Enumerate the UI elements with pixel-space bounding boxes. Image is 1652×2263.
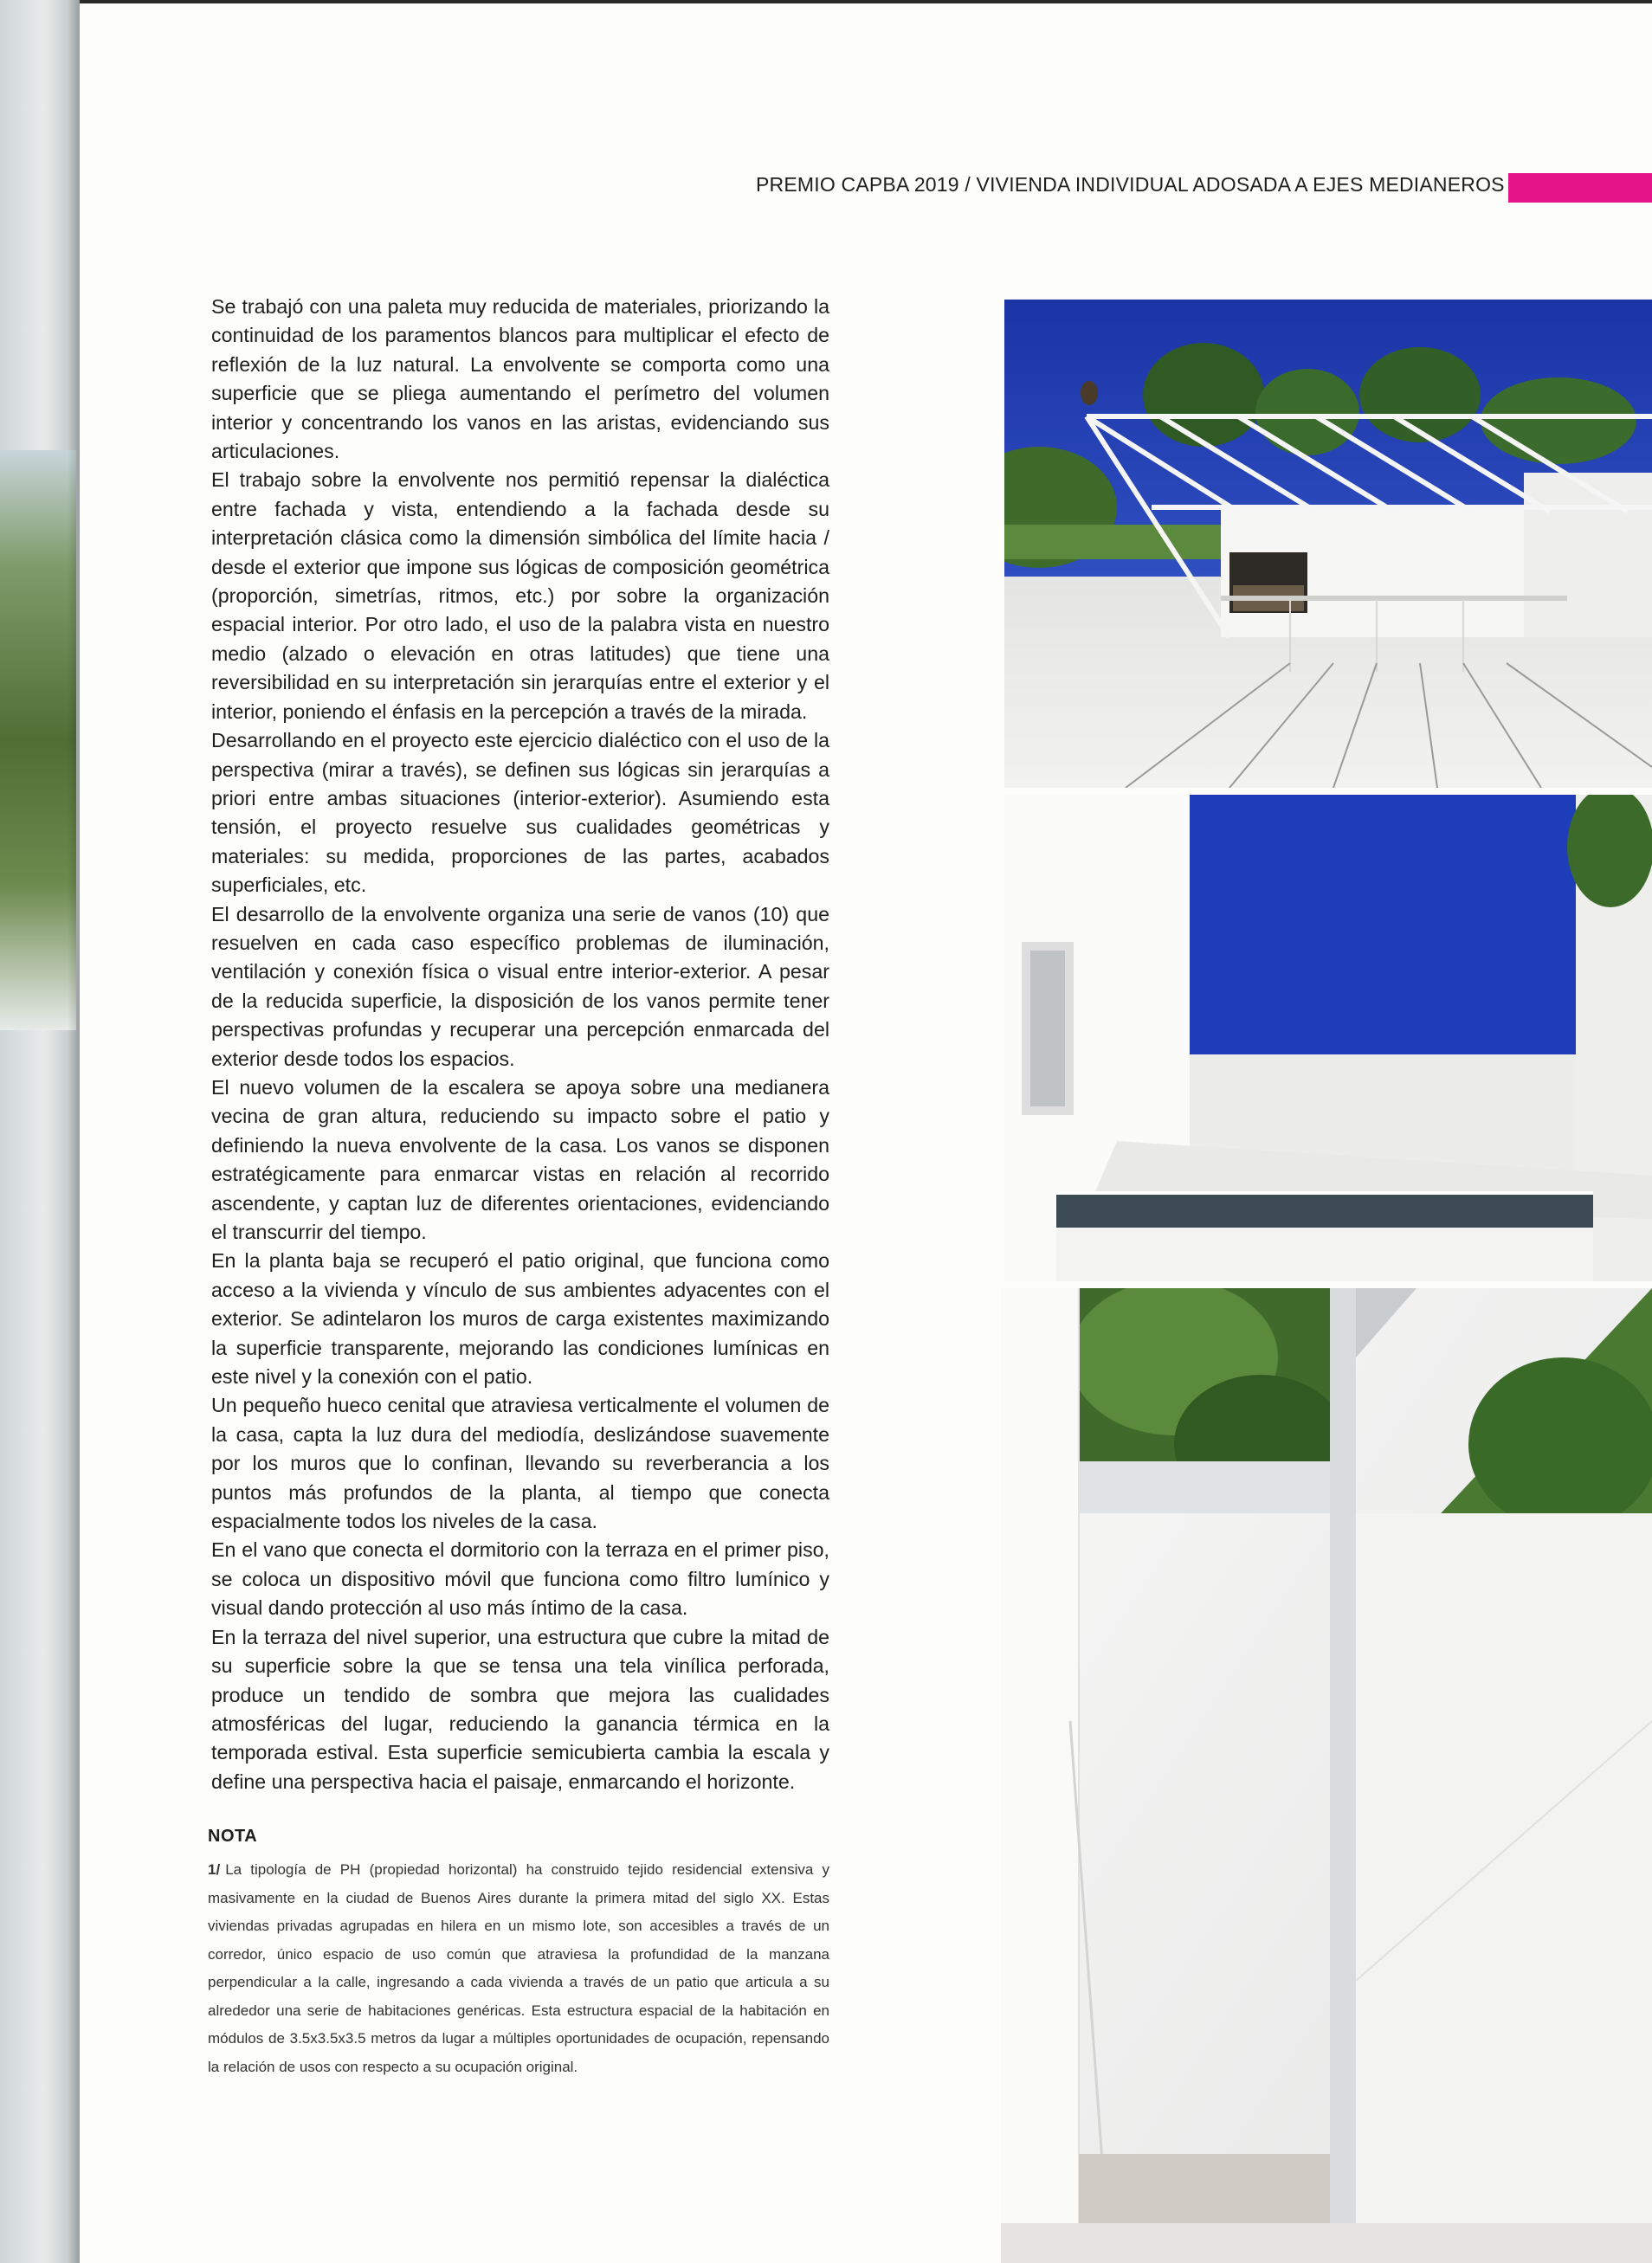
paragraph: En la terraza del nivel superior, una estructura que cubre la mitad de su superficie sobre la que se tensa una tela vinílica perforada, produce un tendido de sombra que mejora las cualidades atmosféricas del lugar, reduciendo la ganancia térmica en la temporada estival. Esta superficie semicubierta cambia la escala y define una perspectiva hacia el paisaje, enmarcando el horizonte. — [211, 1625, 829, 1793]
facing-page-photo-fragment — [0, 450, 76, 1030]
photo-stairwell-window — [1001, 1288, 1652, 2263]
photo-stair-volume — [1004, 795, 1652, 1281]
note-heading: NOTA — [208, 1827, 258, 1846]
paragraph: En la planta baja se recuperó el patio original, que funciona como acceso a la vivienda y vínculo de sus ambientes adyacentes con el exterior. Se adintelaron los muros de carga existentes maximizando la superficie transparente, mejorando las condiciones lumínicas en este nivel y la conexión con el patio. — [211, 1249, 829, 1389]
photo-rooftop-terrace — [1004, 300, 1652, 788]
paragraph: El trabajo sobre la envolvente nos permitió repensar la dialéctica entre fachada y vista, entendiendo a la fachada desde su interpretación clásica como la dimensión simbólica del límite hacia / desde el exterior que impone sus lógicas de composición geométrica (proporción, simetrías, ritmos, etc.) por sobre la organización espacial interior. Por otro lado, el uso de la palabra vista en nuestro medio (alzado o elevación en otras latitudes) que tiene una reversibilidad en su interpretación sin jerarquías entre el exterior y el interior, poniendo el énfasis en la percepción a través de la mirada. — [211, 468, 829, 723]
page-gutter-shadow — [68, 0, 80, 2263]
footnote-number: 1/ — [208, 1861, 221, 1878]
article-body — [211, 293, 829, 1796]
paragraph: En el vano que conecta el dormitorio con la terraza en el primer piso, se coloca un dispositivo móvil que funciona como filtro lumínico y visual dando protección al uso más íntimo de la casa. — [211, 1538, 829, 1620]
paragraph: Un pequeño hueco cenital que atraviesa verticalmente el volumen de la casa, capta la luz dura del mediodía, deslizándose suavemente por los muros que lo confinan, llevando su reverberancia a los puntos más profundos de la planta, al tiempo que conecta espacialmente todos los niveles de la casa. — [211, 1394, 829, 1533]
footnote — [208, 1856, 829, 2081]
paragraph: Desarrollando en el proyecto este ejercicio dialéctico con el uso de la perspectiva (mirar a través), se definen sus lógicas sin jerarquías a priori entre ambas situaciones (interior-exterior). Asumiendo esta tensión, el proyecto resuelve sus cualidades geométricas y materiales: su medida, proporciones de las partes, acabados superficiales, etc. — [211, 729, 829, 897]
section-color-bar — [1508, 173, 1652, 203]
running-head: PREMIO CAPBA 2019 / VIVIENDA INDIVIDUAL ADOSADA A EJES MEDIANEROS — [756, 173, 1505, 196]
facing-page-edge — [0, 0, 80, 2263]
paragraph: El nuevo volumen de la escalera se apoya sobre una medianera vecina de gran altura, reduciendo su impacto sobre el patio y definiendo la nueva envolvente de la casa. Los vanos se disponen estratégicamente para enmarcar vistas en relación al recorrido ascendente, y captan luz de diferentes orientaciones, evidenciando el transcurrir del tiempo. — [211, 1075, 829, 1243]
page-top-border — [80, 0, 1652, 3]
footnote-text: La tipología de PH (propiedad horizontal) ha construido tejido residencial extensiva y masivamente en la ciudad de Buenos Aires durante la primera mitad del siglo XX. Estas viviendas privadas agrupadas en hilera en un mismo lote, son accesibles a través de un corredor, único espacio de uso común que atraviesa la profundidad de la manzana perpendicular a la calle, ingresando a cada vivienda a través de un patio que articula a su alrededor una serie de habitaciones genéricas. Esta estructura espacial de la habitación en módulos de 3.5x3.5x3.5 metros da lugar a múltiples oportunidades de ocupación, repensando la relación de usos con respecto a su ocupación original. — [208, 1861, 829, 2075]
paragraph: El desarrollo de la envolvente organiza una serie de vanos (10) que resuelven en cada caso específico problemas de iluminación, ventilación y conexión física o visual entre interior-exterior. A pesar de la reducida superficie, la disposición de los vanos permite tener perspectivas profundas y recuperar una percepción enmarcada del exterior desde todos los espacios. — [211, 902, 829, 1070]
paragraph: Se trabajó con una paleta muy reducida de materiales, priorizando la continuidad de los paramentos blancos para multiplicar el efecto de reflexión de la luz natural. La envolvente se comporta como una superficie que se pliega aumentando el perímetro del volumen interior y concentrando los vanos en las aristas, evidenciando sus articulaciones. — [211, 295, 829, 463]
